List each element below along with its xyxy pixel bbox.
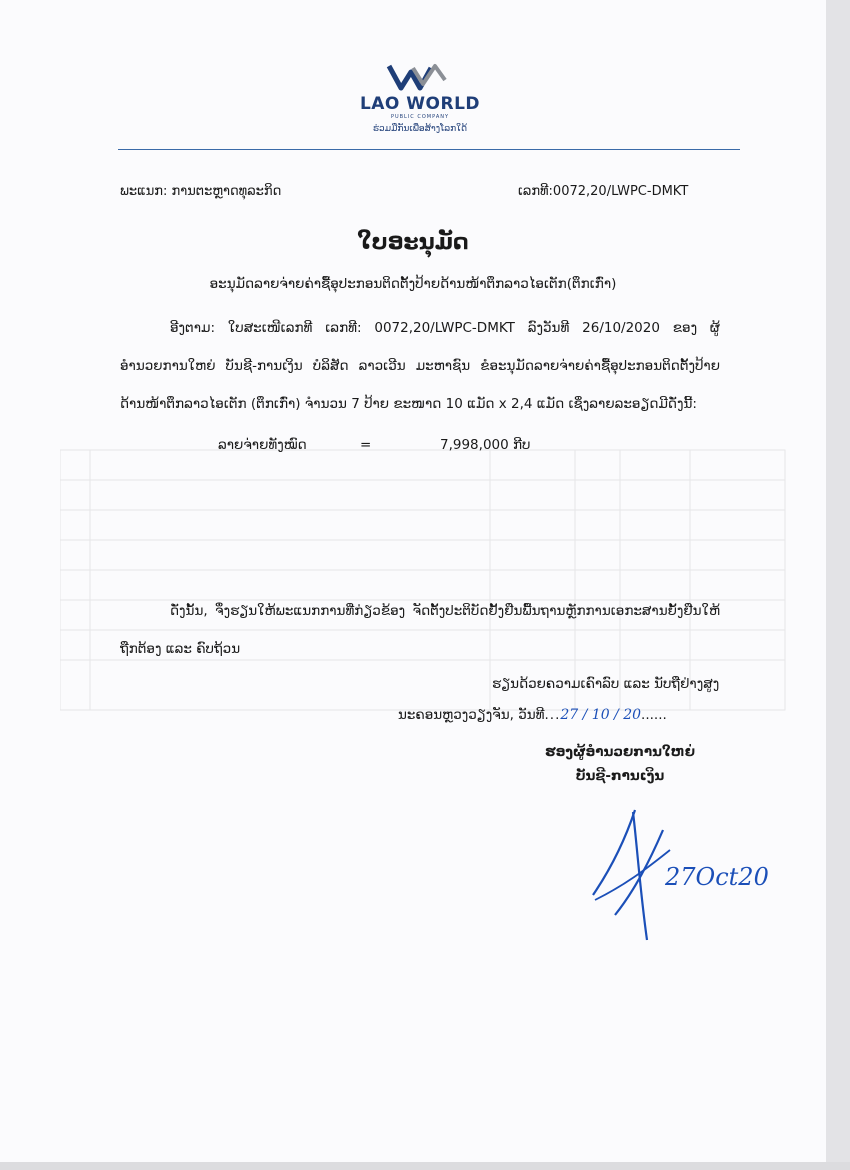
company-logo	[355, 62, 485, 142]
document-subject: ອະນຸມັດລາຍຈ່າຍຄ່າຊື້ອຸປະກອນຕິດຕັ້ງປ້າຍດ້ານໜ້າຕຶກລາວໄອເຕັກ(ຕຶກເກົ່າ)	[209, 276, 617, 292]
signatory-role-1: ຮອງຜູ້ອຳນວຍການໃຫຍ່	[545, 744, 695, 760]
total-label: ລາຍຈ່າຍທັງໝົດ	[218, 437, 307, 453]
handwritten-signature	[585, 800, 785, 950]
header-divider	[118, 149, 740, 150]
date-line: ນະຄອນຫຼວງວຽງຈັນ, ວັນທີ...27 / 10 / 20......	[398, 707, 667, 723]
signature-date: 27Oct20	[665, 863, 769, 891]
company-subname: PUBLIC COMPANY	[390, 114, 450, 120]
handwritten-date: 27 / 10 / 20	[560, 707, 642, 723]
body-paragraph: ອີງຕາມ: ໃບສະເໜີເລກທີ ເລກທີ: 0072,20/LWPC-DMKT ລົງວັນທີ 26/10/2020 ຂອງ ຜູ້ອຳນວຍການໃຫຍ່ ບັນຊີ-ການເງິນ ບໍລິສັດ ລາວເວີນ ມະຫາຊົນ ຂໍອະນຸມັດລາຍຈ່າຍຄ່າຊື້ອຸປະກອນຕິດຕັ້ງປ້າຍ ດ້ານໜ້າຕຶກລາວໄອເຕັກ (ຕຶກເກົ່າ) ຈໍານວນ 7 ປ້າຍ ຂະໜາດ 10 ແມັດ x 2,4 ແມັດ ເຊິ່ງລາຍລະອຽດມີດັ່ງນີ້:	[120, 320, 720, 412]
total-equals: =	[360, 437, 372, 453]
reference-number: ເລກທີ:0072,20/LWPC-DMKT	[518, 184, 689, 199]
company-name: LAO WORLD	[359, 94, 481, 114]
document-title: ໃບອະນຸມັດ	[357, 230, 469, 255]
closing-paragraph: ດັ່ງນັ້ນ, ຈຶ່ງຮຽນໃຫ້ພະແນກການທີ່ກ່ຽວຂ້ອງ ຈັດຕັ້ງປະຕິບັດຢັ້ງຢືນພື້ນຖານຫຼັກການເອກະສານຍັ້ງຢືນໃຫ້ ຖືກຕ້ອງ ແລະ ຄົບຖ້ວນ	[120, 603, 720, 657]
company-slogan: ຮ່ວມມືກັນເພື່ອສ້າງໂລກໃດ້	[372, 124, 468, 134]
department-label: ພະແນກ: ການຕະຫຼາດທຸລະກິດ	[120, 184, 282, 199]
regards-line: ຮຽນດ້ວຍຄວາມເຄົາລົບ ແລະ ນັບຖືຢ່າງສູງ	[492, 676, 720, 692]
total-value: 7,998,000 ກີບ	[440, 437, 531, 453]
signatory-role-2: ບັນຊີ-ການເງິນ	[575, 768, 665, 784]
lao-world-logo-icon	[385, 62, 455, 92]
scan-edge	[826, 0, 850, 1170]
scan-bottom-edge	[0, 1162, 850, 1170]
date-label: ນະຄອນຫຼວງວຽງຈັນ, ວັນທີ	[398, 707, 545, 723]
